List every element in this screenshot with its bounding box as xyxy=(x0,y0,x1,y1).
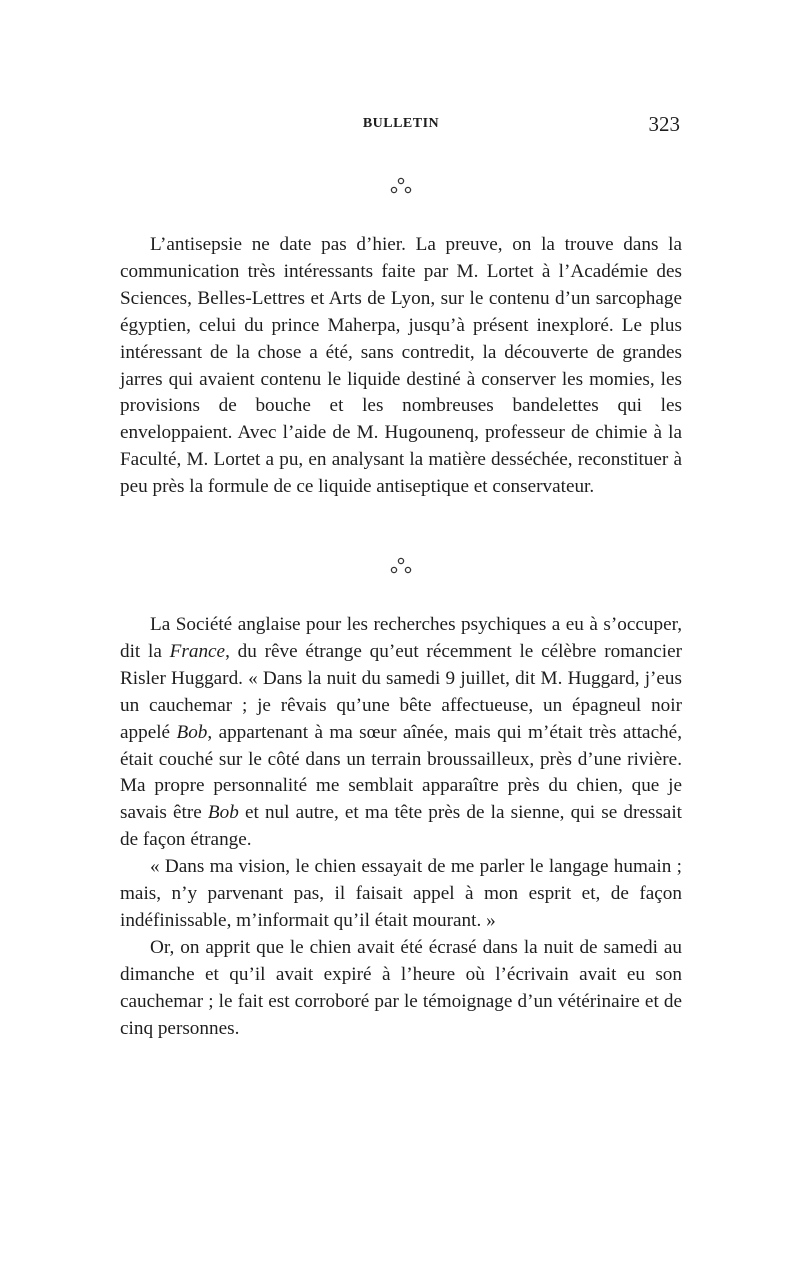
paragraph-reve-2: « Dans ma vision, le chien essayait de me parler le langage humain ; mais, n’y parvenant pas, il faisait appel à mon esprit et, de façon indéfinissable, m’informait qu’il était mourant. » xyxy=(120,856,682,931)
running-title: BULLETIN xyxy=(362,116,440,131)
asterism-icon xyxy=(386,556,416,578)
section-reve xyxy=(120,612,682,1043)
section-antisepsie xyxy=(120,232,682,501)
page-header xyxy=(120,112,682,140)
paragraph-antisepsie: L’antisepsie ne date pas d’hier. La preuve, on la trouve dans la communication très intéressants faite par M. Lortet à l’Académie des Sciences, Belles-Lettres et Arts de Lyon, sur le contenu d’un sarcophage égyptien, celui du prince Maherpa, jusqu’à présent inexploré. Le plus intéressant de la chose a été, sans contredit, la découverte de grandes jarres qui avaient contenu le liquide destiné à conserver les momies, les provisions de bouche et les nombreuses bandelettes qui les enveloppaient. Avec l’aide de M. Hugounenq, professeur de chimie à la Faculté, M. Lortet a pu, en analysant la matière desséchée, reconstituer à peu près la formule de ce liquide antiseptique et conservateur. xyxy=(120,234,682,498)
italic-title-france: France xyxy=(169,640,226,662)
asterism-divider xyxy=(120,556,682,578)
asterism-icon xyxy=(386,176,416,198)
italic-name-bob: Bob xyxy=(207,802,239,824)
italic-name-bob: Bob xyxy=(176,721,208,743)
page-number: 323 xyxy=(648,112,680,136)
text-run: , appartenant à ma sœur aînée, mais qui m’était très attaché, était couché sur le côté dans un terrain broussailleux, près d’une rivière. Ma propre personnalité me semblait apparaître près du chien, que je savais être xyxy=(120,721,682,824)
paragraph-reve-1 xyxy=(120,612,682,854)
paragraph-reve-3: Or, on apprit que le chien avait été écrasé dans la nuit de samedi au dimanche et qu’il avait expiré à l’heure où l’écrivain avait eu son cauchemar ; le fait est corroboré par le témoignage d’un vétérinaire et de cinq personnes. xyxy=(120,936,682,1039)
text-run: La Société anglaise pour les recherches psychiques a eu à s’occuper, dit la xyxy=(120,614,682,662)
asterism-divider xyxy=(120,176,682,198)
text-run: , du rêve étrange qu’eut récemment le célèbre romancier Risler Huggard. « Dans la nuit du samedi 9 juillet, dit M. Huggard, j’eus un cauchemar ; je rêvais qu’une bête affectueuse, un épagneul noir appelé xyxy=(120,640,682,743)
text-run: et nul autre, et ma tête près de la sienne, qui se dressait de façon étrange. xyxy=(120,802,682,851)
